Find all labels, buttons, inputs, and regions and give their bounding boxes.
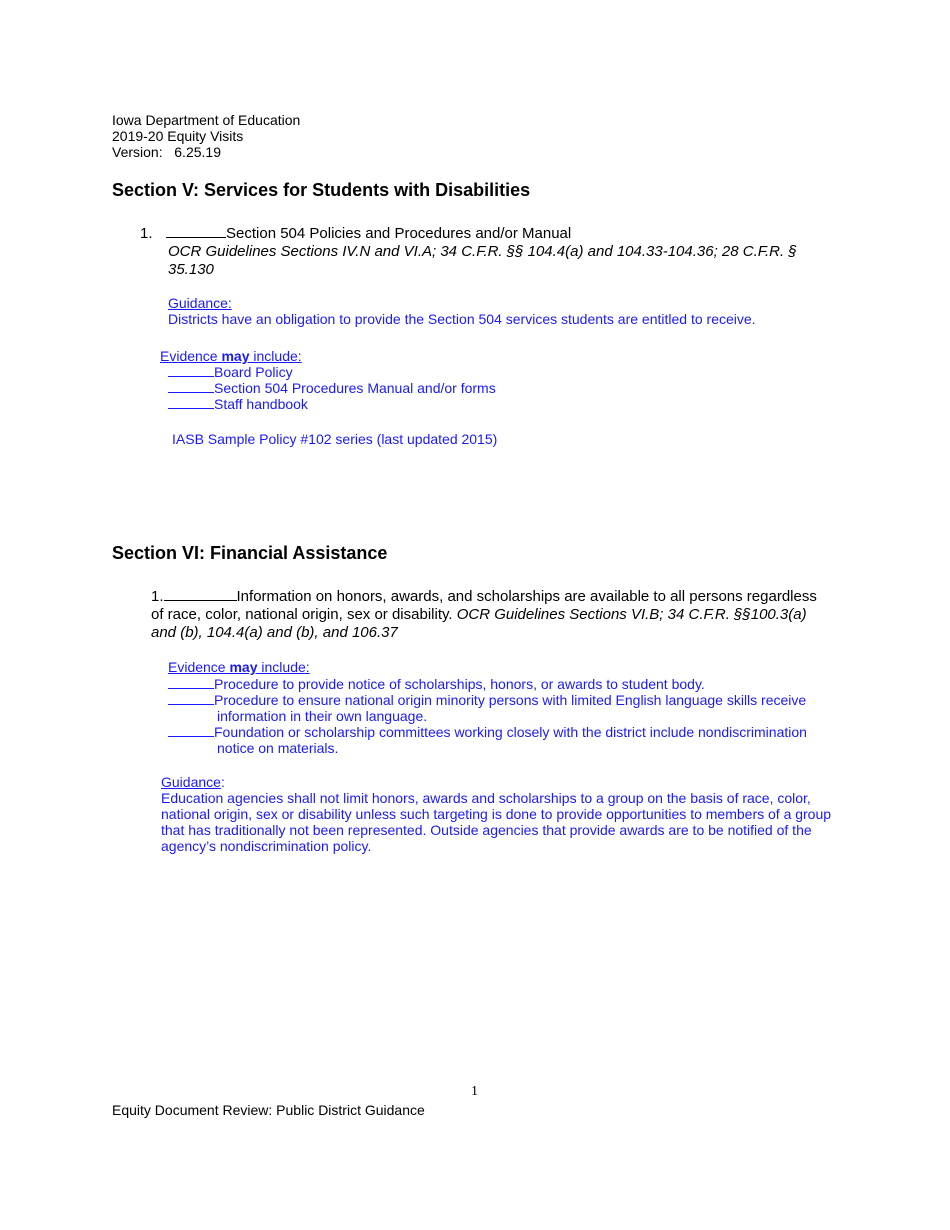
section-6-citation: OCR Guidelines Sections VI.B; 34 C.F.R. §§100.3(a)	[456, 606, 807, 623]
section-6-guidance-label	[161, 774, 225, 790]
section-5-guidance-text: Districts have an obligation to provide the Section 504 services students are entitled to receive.	[168, 311, 756, 327]
evidence-may: may	[221, 348, 250, 364]
checkbox-blank	[166, 236, 226, 238]
section-5-guidance-label: Guidance:	[168, 295, 232, 311]
page-number: 1	[471, 1084, 478, 1099]
evidence-post: include:	[257, 659, 310, 675]
header-version	[112, 144, 221, 160]
version-label: Version:	[112, 144, 163, 160]
section-6-item-text-2: of race, color, national origin, sex or disability.	[151, 606, 457, 623]
evidence-item-label: Foundation or scholarship committees working closely with the district include nondiscrimination	[214, 724, 807, 740]
checkbox-blank	[168, 375, 214, 377]
section-6-evidence-item-cont: information in their own language.	[217, 708, 428, 724]
header-org: Iowa Department of Education	[112, 112, 301, 128]
section-6-evidence-item	[168, 724, 807, 740]
section-6-guidance-line: Education agencies shall not limit honors, awards and scholarships to a group on the basis of race, color,	[161, 790, 811, 806]
version-value: 6.25.19	[174, 144, 221, 160]
section-6-guidance-line: national origin, sex or disability unless such targeting is done to provide opportunities to members of a group	[161, 806, 832, 822]
section-6-evidence-label	[168, 659, 310, 675]
section-5-evidence-item	[168, 380, 496, 396]
footer-title: Equity Document Review: Public District Guidance	[112, 1102, 425, 1118]
section-6-item-number: 1.	[151, 588, 164, 605]
iasb-note: IASB Sample Policy #102 series (last updated 2015)	[172, 431, 498, 447]
guidance-word: Guidance	[161, 774, 221, 790]
section-6-guidance-line: agency’s nondiscrimination policy.	[161, 838, 372, 854]
checkbox-blank	[168, 687, 214, 689]
section-6-evidence-item	[168, 692, 806, 708]
header-visits: 2019-20 Equity Visits	[112, 128, 244, 144]
section-5-evidence-label	[160, 348, 302, 364]
section-5-evidence-item	[168, 364, 293, 380]
section-6-evidence-item-cont: notice on materials.	[217, 740, 339, 756]
evidence-item-label: Procedure to ensure national origin minority persons with limited English language skills receive	[214, 692, 807, 708]
checkbox-blank	[168, 407, 214, 409]
section-6-title: Section VI: Financial Assistance	[112, 543, 388, 563]
section-5-citation-line1: OCR Guidelines Sections IV.N and VI.A; 34 C.F.R. §§ 104.4(a) and 104.33-104.36; 28 C.F.R. §	[168, 243, 797, 260]
section-6-citation-line3: and (b), 104.4(a) and (b), and 106.37	[151, 624, 398, 641]
section-6-guidance-line: that has traditionally not been represented. Outside agencies that provide awards are to be notified of the	[161, 822, 812, 838]
guidance-colon: :	[220, 774, 225, 790]
section-5-citation-line2: 35.130	[168, 261, 214, 278]
checkbox-blank	[164, 599, 237, 601]
evidence-may: may	[229, 659, 258, 675]
section-5-item-title-row	[166, 225, 571, 243]
evidence-item-label: Procedure to provide notice of scholarships, honors, or awards to student body.	[214, 676, 705, 692]
evidence-item-label: Section 504 Procedures Manual and/or forms	[214, 380, 496, 396]
checkbox-blank	[168, 391, 214, 393]
section-6-item-text: Information on honors, awards, and scholarships are available to all persons regardless	[236, 588, 817, 605]
checkbox-blank	[168, 703, 214, 705]
section-6-item-line2	[151, 606, 807, 624]
section-5-evidence-item	[168, 396, 308, 412]
evidence-post: include:	[249, 348, 302, 364]
section-5-item-number: 1.	[140, 225, 153, 242]
section-5-title: Section V: Services for Students with Disabilities	[112, 180, 531, 200]
evidence-pre: Evidence	[168, 659, 230, 675]
checkbox-blank	[168, 735, 214, 737]
section-6-item-line1	[151, 588, 817, 606]
evidence-item-label: Staff handbook	[214, 396, 308, 412]
evidence-pre: Evidence	[160, 348, 222, 364]
section-6-evidence-item	[168, 676, 705, 692]
section-5-item-title: Section 504 Policies and Procedures and/or Manual	[226, 225, 572, 242]
evidence-item-label: Board Policy	[214, 364, 293, 380]
